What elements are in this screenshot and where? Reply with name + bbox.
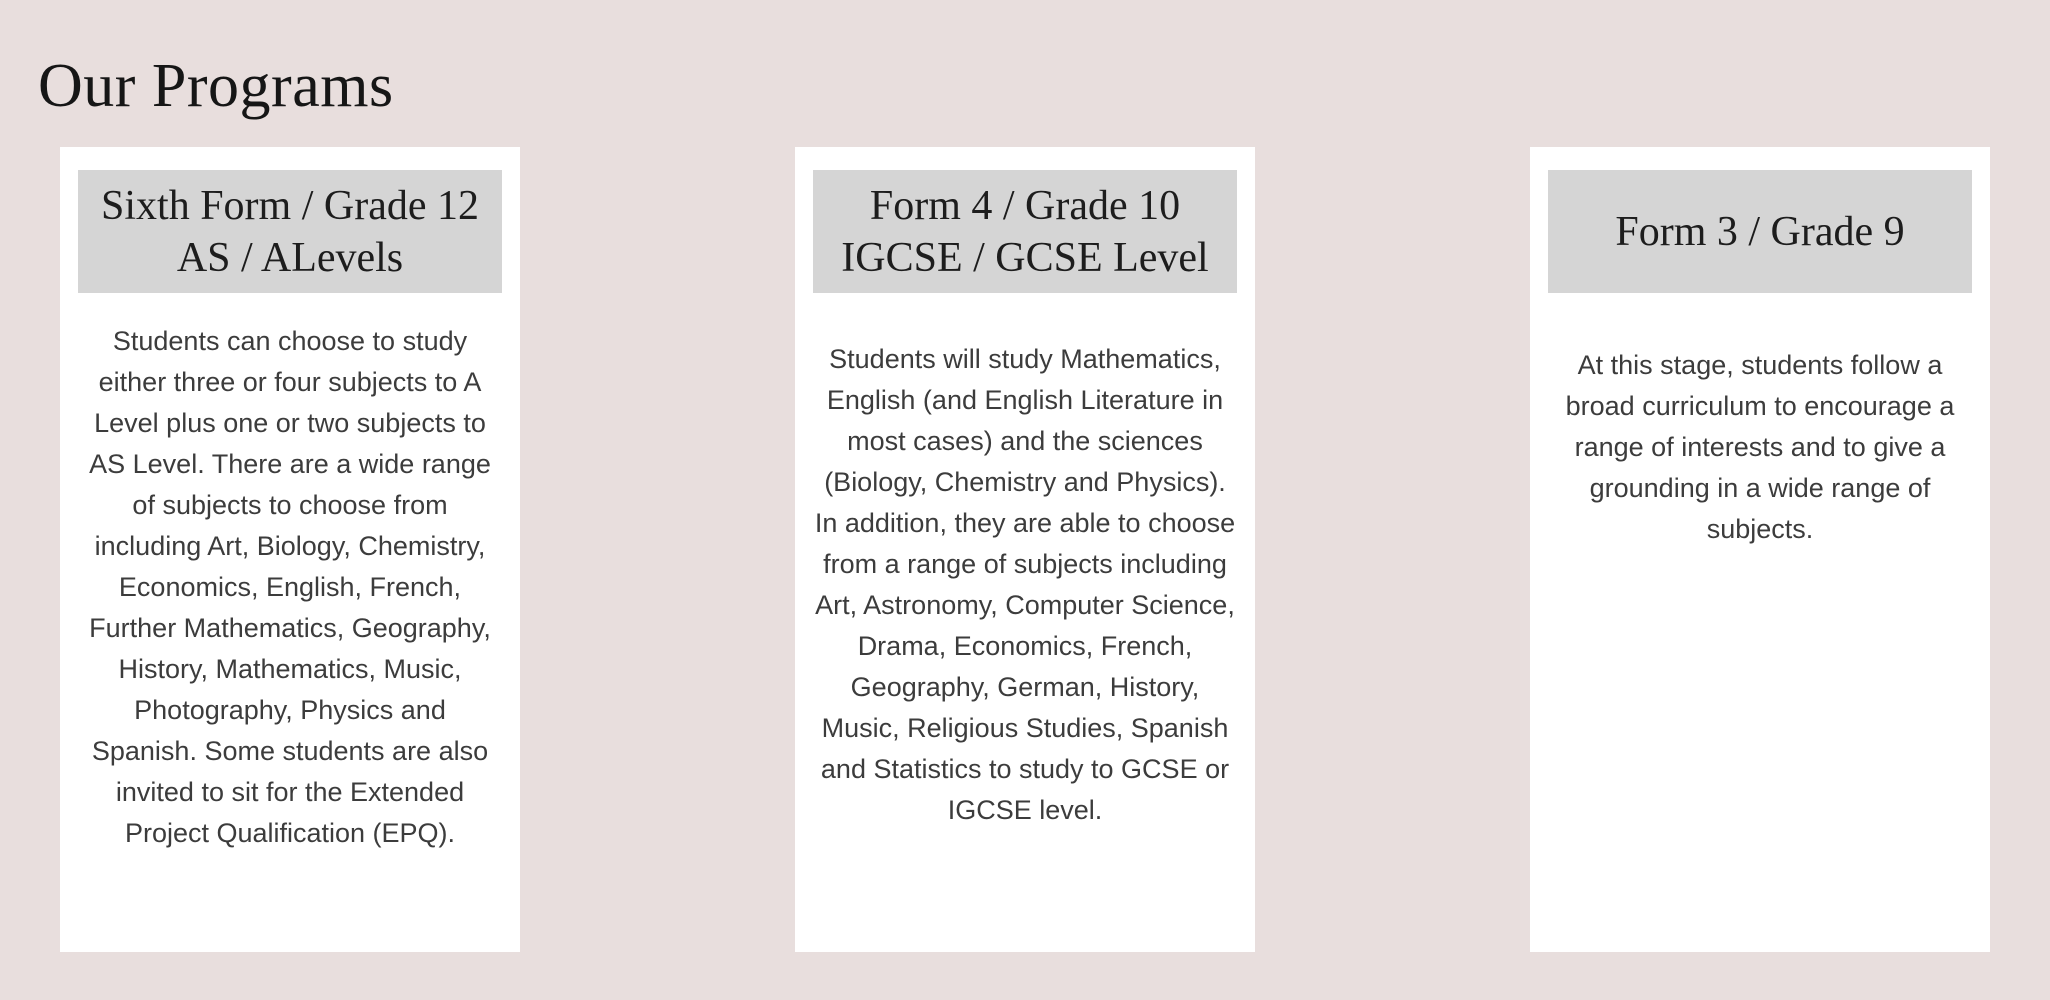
card-heading-line: Form 3 / Grade 9 [1615, 208, 1905, 255]
card-heading [1615, 206, 1904, 258]
card-heading-line: Sixth Form / Grade 12 [101, 182, 479, 229]
card-heading-line: IGCSE / GCSE Level [841, 234, 1209, 281]
page-title: Our Programs [38, 52, 394, 120]
card-description: Students can choose to study either three or four subjects to A Level plus one or two subjects to AS Level. There are a wide range of subjects to choose from including Art, Biology, Chemistry, Economics, English, French, Further Mathematics, Geography, History, Mathematics, Music, Photography, Physics and Spanish. Some students are also invited to sit for the Extended Project Qualification (EPQ). [89, 326, 491, 848]
card-description: Students will study Mathematics, English (and English Literature in most cases) and the sciences (Biology, Chemistry and Physics). In addition, they are able to choose from a range of subjects including Art, Astronomy, Computer Science, Drama, Economics, French, Geography, German, History, Music, Religious Studies, Spanish and Statistics to study to GCSE or IGCSE level. [814, 344, 1236, 825]
program-card-igcse [795, 147, 1255, 952]
card-description: At this stage, students follow a broad curriculum to encourage a range of interests and to give a grounding in a wide range of subjects. [1565, 350, 1955, 544]
card-heading [101, 180, 479, 284]
card-heading-line: AS / ALevels [176, 234, 404, 281]
card-header [813, 170, 1237, 293]
program-cards [60, 147, 1990, 952]
card-header [78, 170, 502, 293]
card-header [1548, 170, 1972, 293]
program-card-sixth-form [60, 147, 520, 952]
card-heading-line: Form 4 / Grade 10 [869, 182, 1181, 229]
card-heading [841, 180, 1208, 284]
program-card-form3 [1530, 147, 1990, 952]
